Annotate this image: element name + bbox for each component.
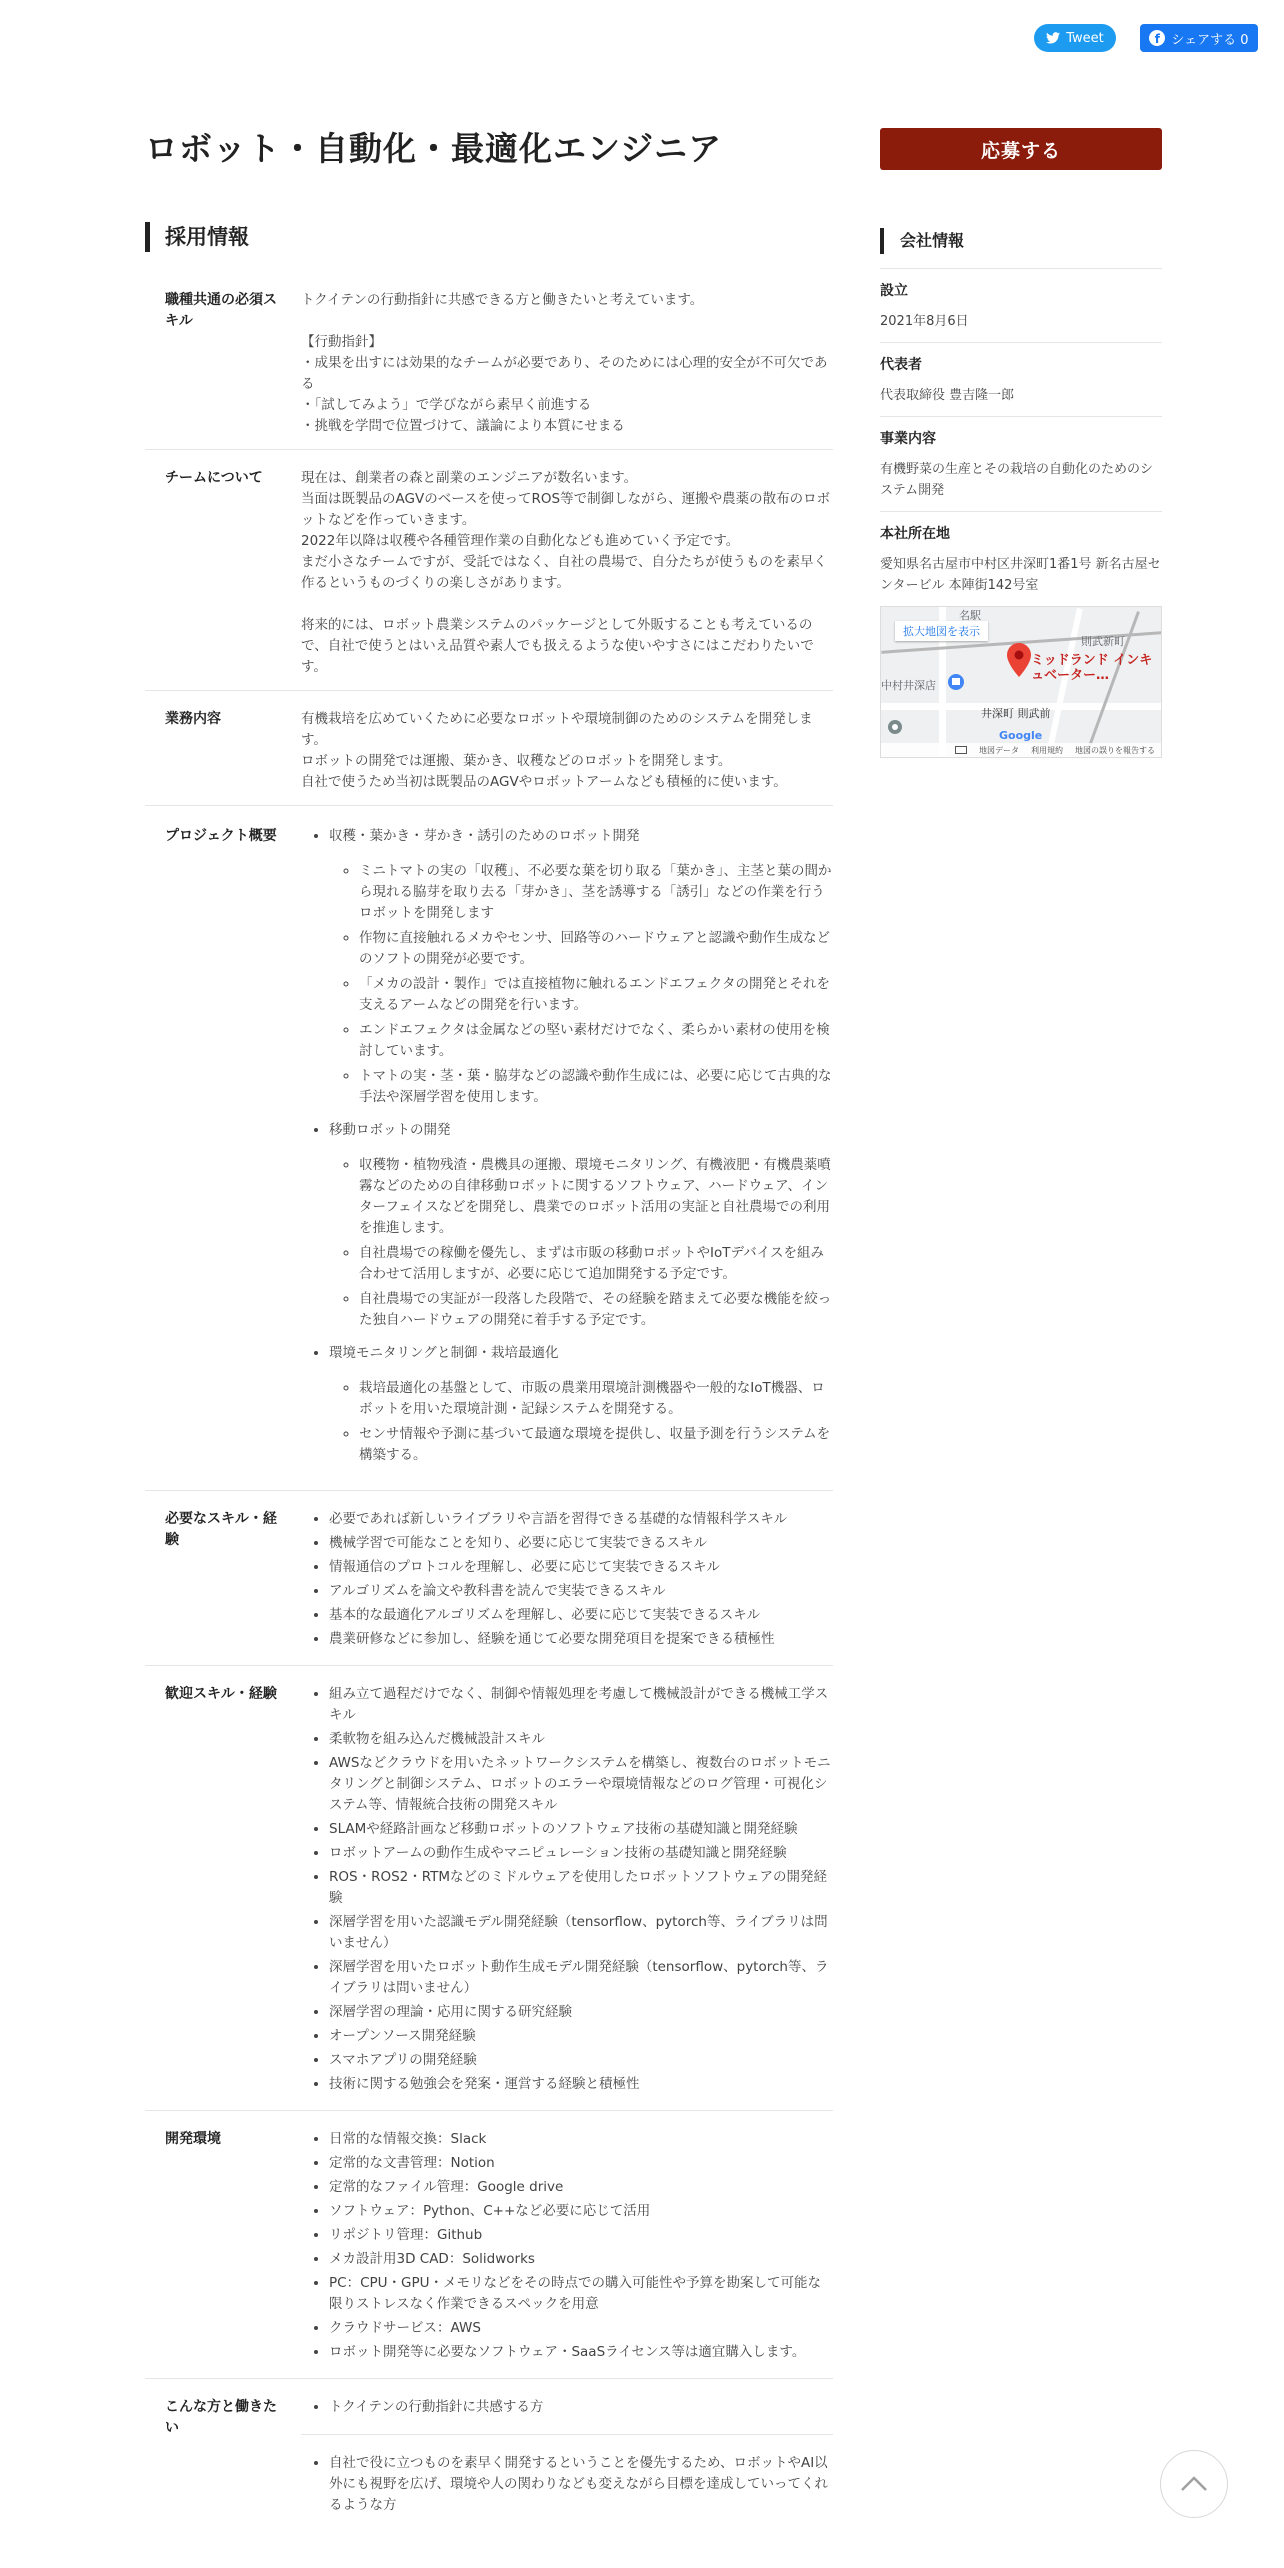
job-main [145,126,833,2531]
text-line: まだ小さなチームですが、受託ではなく、自社の農場で、自分たちが使うものを素早く作るというものづくりの楽しさがあります。 [301,554,827,591]
text-line: 当面は既製品のAGVのベースを使ってROS等で制御しながら、運搬や農薬の散布のロボットなどを作っていきます。 [301,491,831,528]
list-item: • 深層学習の理論・応用に関する研究経験 [329,2002,833,2023]
project-title: 移動ロボットの開発 [329,1122,451,1138]
project-list [301,826,833,1466]
info-value: 2021年8月6日 [880,314,969,329]
list-item: ◦ センサ情報や予測に基づいて最適な環境を提供し、収量予測を行うシステムを構築する。 [359,1424,833,1466]
row-body [301,2129,833,2366]
company-info-heading: 会社情報 [880,228,1162,254]
list-item: • オープンソース開発経験 [329,2026,833,2047]
list-item: • 定常的なファイル管理：Google drive [329,2177,833,2198]
map-pin-label: ミッドランド インキュベーター… [1031,653,1153,683]
embedded-map[interactable] [880,606,1162,758]
project-item [329,1120,833,1331]
map-pin-icon [1007,643,1031,677]
info-label: 設立 [880,283,908,299]
list-item: • 柔軟物を組み込んだ機械設計スキル [329,1729,833,1750]
project-sublist [329,861,833,1108]
map-label: 則武新町 [1081,635,1125,648]
row-label: 開発環境 [165,2131,221,2147]
facebook-share-button[interactable] [1140,24,1258,52]
text-line: 有機栽培を広めていくために必要なロボットや環境制御のためのシステムを開発します。 [301,711,813,748]
list-item: • 必要であれば新しいライブラリや言語を習得できる基礎的な情報科学スキル [329,1509,833,1530]
back-to-top-button[interactable] [1160,2450,1228,2518]
info-label: 代表者 [880,357,922,373]
list-item: • リポジトリ管理：Github [329,2225,833,2246]
list-item: ◦ 「メカの設計・製作」では直接植物に触れるエンドエフェクタの開発とそれを支えるアームなどの開発を行います。 [359,974,833,1016]
info-representative [880,343,1162,417]
map-label: 中村井深店 [881,679,936,692]
text-line: ・挑戦を学問で位置づけて、議論により本質にせまる [301,418,625,434]
info-established [880,269,1162,343]
list-item: • メカ設計用3D CAD：Solidworks [329,2249,833,2270]
map-marker-icon [887,719,903,737]
list-item: ◦ 作物に直接触れるメカやセンサ、回路等のハードウェアと認識や動作生成などのソフトの開発が必要です。 [359,928,833,970]
text-line: 2022年以降は収穫や各種管理作業の自動化なども進めていく予定です。 [301,533,740,549]
map-label: 井深町 則武前 [981,707,1051,720]
row-ideal [145,2379,833,2531]
chevron-up-icon [1180,2476,1208,2492]
divider [329,2434,833,2435]
map-place-icon [947,673,965,691]
list-item: • 深層学習を用いたロボット動作生成モデル開発経験（tensorflow、pytorch等、ライブラリは問いません） [329,1957,833,1999]
row-welcome-skills [145,1666,833,2111]
list-item: • 組み立て過程だけでなく、制御や情報処理を考慮して機械設計ができる機械工学スキル [329,1684,833,1726]
google-logo: Google [999,729,1043,742]
row-required-skills [145,1491,833,1666]
list-item: • トクイテンの行動指針に共感する方 [329,2397,833,2418]
list-item: • 深層学習を用いた認識モデル開発経験（tensorflow、pytorch等、ライブラリは問いません） [329,1912,833,1954]
list-item: • SLAMや経路計画など移動ロボットのソフトウェア技術の基礎知識と開発経験 [329,1819,833,1840]
row-label: 業務内容 [165,711,221,727]
text-line: 自社で使うため当初は既製品のAGVやロボットアームなども積極的に使います。 [301,774,787,790]
info-business [880,417,1162,512]
text-line: 【行動指針】 [301,334,382,350]
list-item: • アルゴリズムを論文や教科書を読んで実装できるスキル [329,1581,833,1602]
project-item [329,826,833,1108]
list-item: ◦ 自社農場での稼働を優先し、まずは市販の移動ロボットやIoTデバイスを組み合わせて活用しますが、必要に応じて追加開発する予定です。 [359,1243,833,1285]
map-data-link[interactable]: 地図データ [979,745,1019,755]
info-value: 代表取締役 豊吉隆一郎 [880,388,1015,403]
list-item: • ROS・ROS2・RTMなどのミドルウェアを使用したロボットソフトウェアの開発経験 [329,1867,833,1909]
list-item: • 基本的な最適化アルゴリズムを理解し、必要に応じて実装できるスキル [329,1605,833,1626]
project-item [329,1343,833,1466]
text-line: トクイテンの行動指針に共感できる方と働きたいと考えています。 [301,292,704,308]
list-item: ◦ エンドエフェクタは金属などの堅い素材だけでなく、柔らかい素材の使用を検討しています。 [359,1020,833,1062]
apply-button[interactable]: 応募する [880,128,1162,170]
env-list [301,2129,833,2363]
list-item: • 機械学習で可能なことを知り、必要に応じて実装できるスキル [329,1533,833,1554]
recruit-table [145,272,833,2531]
list-item: • 自社で役に立つものを素早く開発するということを優先するため、ロボットやAI以外にも視野を広げ、環境や人の関わりなども変えながら目標を達成していってくれるような方 [329,2453,833,2516]
list-item: ◦ 栽培最適化の基盤として、市販の農業用環境計測機器や一般的なIoT機器、ロボットを用いた環境計測・記録システムを開発する。 [359,1378,833,1420]
row-required-common [145,272,833,450]
info-headquarters [880,512,1162,758]
list-item: ◦ 収穫物・植物残渣・農機具の運搬、環境モニタリング、有機液肥・有機農薬噴霧などのための自律移動ロボットに関するソフトウェア、ハードウェア、インターフェイスなどを開発し、農業でのロボット活用の実証と自社農場での利用を推進します。 [359,1155,833,1239]
tweet-label: Tweet [1066,30,1104,46]
tweet-button[interactable] [1034,24,1116,52]
text-line: ・「試してみよう」で学びながら素早く前進する [301,397,592,413]
text-line [301,311,833,332]
list-item: ◦ トマトの実・茎・葉・脇芽などの認識や動作生成には、必要に応じて古典的な手法や深層学習を使用します。 [359,1066,833,1108]
row-projects [145,806,833,1491]
list-item: • 情報通信のプロトコルを理解し、必要に応じて実装できるスキル [329,1557,833,1578]
row-duties [145,691,833,806]
project-sublist [329,1378,833,1466]
enlarge-map-link[interactable]: 拡大地図を表示 [895,621,988,641]
info-label: 本社所在地 [880,526,950,542]
row-body [301,468,833,678]
text-line: 現在は、創業者の森と副業のエンジニアが数名います。 [301,470,638,486]
map-report-link[interactable]: 地図の誤りを報告する [1075,745,1155,755]
keyboard-icon [955,746,967,754]
twitter-bird-icon [1046,32,1060,44]
company-sidebar [880,128,1162,758]
info-label: 事業内容 [880,431,936,447]
text-line: 将来的には、ロボット農業システムのパッケージとして外販することも考えているので、自社で使うとはいえ品質や素人でも扱えるような使いやすさにはこだわりたいです。 [301,617,814,675]
row-body [301,1684,833,2098]
project-title: 収穫・葉かき・芽かき・誘引のためのロボット開発 [329,828,640,844]
list-item: • 農業研修などに参加し、経験を通じて必要な開発項目を提案できる積極性 [329,1629,833,1650]
list-item: • ロボットアームの動作生成やマニピュレーション技術の基礎知識と開発経験 [329,1843,833,1864]
row-team [145,450,833,691]
list-item: • 日常的な情報交換：Slack [329,2129,833,2150]
list-item: • 技術に関する勉強会を発案・運営する経験と積極性 [329,2074,833,2095]
row-body [301,826,833,1478]
row-body [301,2397,833,2519]
facebook-share-label: シェアする 0 [1171,32,1249,48]
info-value: 愛知県名古屋市中村区井深町1番1号 新名古屋センタービル 本陣街142号室 [880,557,1161,593]
list-item: ◦ ミニトマトの実の「収穫」、不必要な葉を切り取る「葉かき」、主茎と葉の間から現れる脇芽を取り去る「芽かき」、茎を誘導する「誘引」などの作業を行うロボットを開発します [359,861,833,924]
list-item: • ロボット開発等に必要なソフトウェア・SaaSライセンス等は適宜購入します。 [329,2342,833,2363]
row-body [301,290,833,437]
row-label: 歓迎スキル・経験 [165,1686,277,1702]
list-item: • スマホアプリの開発経験 [329,2050,833,2071]
row-body [301,1509,833,1653]
share-bar [1034,24,1258,52]
row-label: こんな方と働きたい [165,2399,277,2436]
row-label: チームについて [165,470,263,486]
list-item: • 定常的な文書管理：Notion [329,2153,833,2174]
map-label: 名駅 [959,609,981,622]
info-value: 有機野菜の生産とその栽培の自動化のためのシステム開発 [880,462,1154,498]
facebook-icon: f [1149,30,1165,46]
ideal-list [301,2397,833,2516]
list-item: • ソフトウェア：Python、C++など必要に応じて活用 [329,2201,833,2222]
map-footer [881,743,1161,757]
list-item: • クラウドサービス：AWS [329,2318,833,2339]
row-label: 必要なスキル・経験 [165,1511,277,1548]
row-label: 職種共通の必須スキル [165,292,277,329]
skill-list [301,1684,833,2095]
list-item: ◦ 自社農場での実証が一段落した段階で、その経験を踏まえて必要な機能を絞った独自ハードウェアの開発に着手する予定です。 [359,1289,833,1331]
text-line: ・成果を出すには効果的なチームが必要であり、そのためには心理的安全が不可欠である [301,355,828,392]
skill-list [301,1509,833,1650]
project-title: 環境モニタリングと制御・栽培最適化 [329,1345,559,1361]
recruit-heading: 採用情報 [145,222,833,252]
text-line: ロボットの開発では運搬、葉かき、収穫などのロボットを開発します。 [301,753,732,769]
list-item: • AWSなどクラウドを用いたネットワークシステムを構築し、複数台のロボットモニタリングと制御システム、ロボットのエラーや環境情報などのログ管理・可視化システム等、情報統合技術の開発スキル [329,1753,833,1816]
row-body [301,709,833,793]
project-sublist [329,1155,833,1331]
list-item: • PC：CPU・GPU・メモリなどをその時点での購入可能性や予算を勘案して可能な限りストレスなく作業できるスペックを用意 [329,2273,833,2315]
text-line [301,594,833,615]
row-dev-env [145,2111,833,2379]
page-title: ロボット・自動化・最適化エンジニア [145,129,723,168]
map-terms-link[interactable]: 利用規約 [1031,745,1063,755]
row-label: プロジェクト概要 [165,828,277,844]
